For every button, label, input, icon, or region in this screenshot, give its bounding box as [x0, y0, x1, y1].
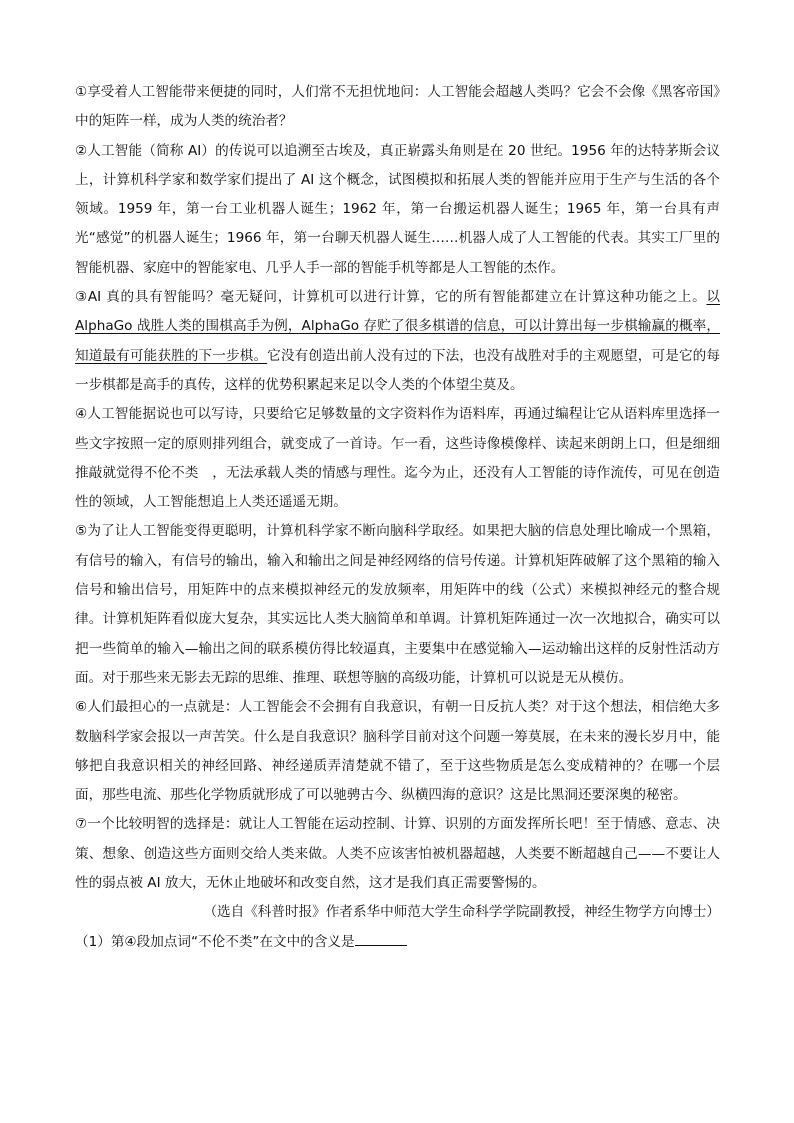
- paragraph-3-lead: ③AI 真的具有智能吗？毫无疑问，计算机可以进行计算，它的所有智能都建立在计算这种功能之上。: [75, 289, 707, 306]
- paragraph-3-tail: 它没有创造出前人没有过的下法，也没有战胜对手的主观愿望，可是它的每一步棋都是高手的真传，这样的优势积累起来足以令人类的个体望尘莫及。: [75, 347, 721, 393]
- paragraph-6: ⑥人们最担心的一点就是：人工智能会不会拥有自我意识，有朝一日反抗人类？对于这个想法，相信绝大多数脑科学家会报以一声苦笑。什么是自我意识？脑科学目前对这个问题一筹莫展，在未来的漫长岁月中，能够把自我意识相关的神经回路、神经递质弄清楚就不错了，至于这些物质是怎么变成精神的？在哪一个层面，那些电流、那些化学物质就形成了可以驰骋古今、纵横四海的意识？这是比黑洞还要深奥的秘密。: [75, 699, 720, 804]
- underlined-sentence: 以 AlphaGo 战胜人类的围棋高手为例，AlphaGo 存贮了很多棋谱的信息，可以计算出每一步棋输赢的概率，知道最有可能获胜的下一步棋。: [75, 289, 720, 364]
- paragraph-4: ④人工智能据说也可以写诗，只要给它足够数量的文字资料作为语料库，再通过编程让它从语料库里选择一些文字按照一定的原则排列组合，就变成了一首诗。乍一看，这些诗像模像样、读起来朗朗上口，但是细细推敲就觉得不伦不类 ，无法承载人类的情感与理性。迄今为止，还没有人工智能的诗作流传，可见在创造性的领域，人工智能想追上人类还遥遥无期。: [75, 406, 720, 511]
- paragraph-2: ②人工智能（简称 AI）的传说可以追溯至古埃及，真正崭露头角则是在 20 世纪。1956 年的达特茅斯会议上，计算机科学家和数学家们提出了 AI 这个概念，试图模拟和拓展人类的智能并应用于生产与生活的各个领域。1959 年，第一台工业机器人诞生；1962 年，第一台搬运机器人诞生；1965 年，第一台具有声光“感觉”的机器人诞生；1966 年，第一台聊天机器人诞生……机器人成了人工智能的代表。其实工厂里的智能机器、家庭中的智能家电、几乎人手一部的智能手机等都是人工智能的杰作。: [75, 142, 720, 276]
- source-citation: （选自《科普时报》作者系华中师范大学生命科学学院副教授，神经生物学方向博士）: [203, 904, 720, 921]
- paragraph-1: ①享受着人工智能带来便捷的同时，人们常不无担忧地问：人工智能会超越人类吗？它会不会像《黑客帝国》中的矩阵一样，成为人类的统治者？: [75, 84, 720, 130]
- paragraph-5: ⑤为了让人工智能变得更聪明，计算机科学家不断向脑科学取经。如果把大脑的信息处理比喻成一个黑箱，有信号的输入，有信号的输出，输入和输出之间是神经网络的信号传递。计算机矩阵破解了这个黑箱的输入信号和输出信号，用矩阵中的点来模拟神经元的发放频率，用矩阵中的线（公式）来模拟神经元的整合规律。计算机矩阵看似庞大复杂，其实远比人类大脑简单和单调。计算机矩阵通过一次一次地拟合，确实可以把一些简单的输入—输出之间的联系模仿得比较逼真，主要集中在感觉输入—运动输出这样的反射性活动方面。对于那些来无影去无踪的思维、推理、联想等脑的高级功能，计算机可以说是无从模仿。: [75, 523, 720, 686]
- question-1-text: （1）第④段加点词“不伦不类”在文中的含义是: [75, 933, 355, 950]
- paragraph-3: [75, 283, 720, 400]
- answer-blank[interactable]: [355, 931, 407, 946]
- document-page: [75, 78, 720, 957]
- question-1: [75, 928, 720, 957]
- paragraph-7: ⑦一个比较明智的选择是：就让人工智能在运动控制、计算、识别的方面发挥所长吧！至于情感、意志、决策、想象、创造这些方面则交给人类来做。人类不应该害怕被机器超越，人类要不断超越自己——不要让人性的弱点被 AI 放大，无休止地破坏和改变自然，这才是我们真正需要警惕的。: [75, 816, 720, 892]
